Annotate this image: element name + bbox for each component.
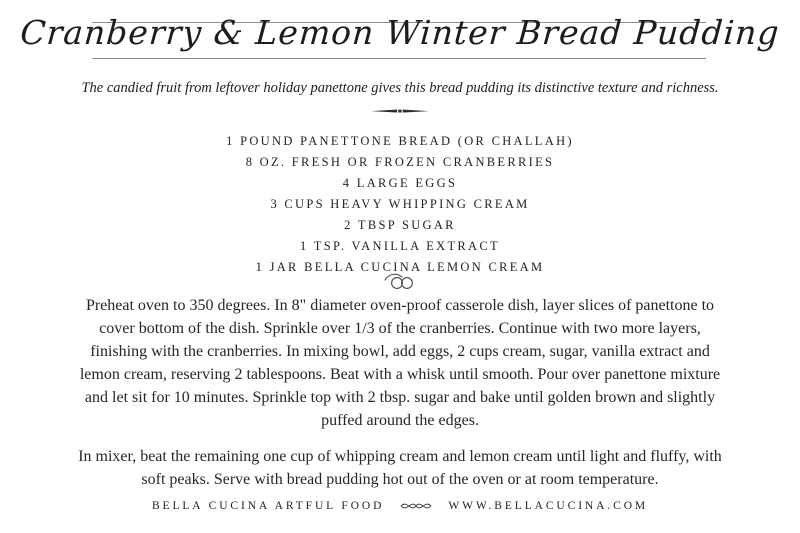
ingredient-item: 4 LARGE EGGS (342, 176, 458, 190)
double-loop-ornament-icon (382, 271, 418, 291)
brand-name: BELLA CUCINA ARTFUL FOOD (151, 500, 385, 512)
header (0, 0, 800, 80)
instructions-paragraph-1: Preheat oven to 350 degrees. In 8" diameter oven-proof casserole dish, layer slices of panettone to cover bottom of the dish. Sprinkle over 1/3 of the cranberries. Continue with two more layers, finishing with the cranberries. In mixing bowl, add eggs, 2 cups cream, sugar, vanilla extract and lemon cream, reserving 2 tablespoons. Beat with a whisk until smooth. Pour over panettone mixture and let sit for 10 minutes. Sprinkle top with 2 tbsp. sugar and bake until golden brown and slightly puffed around the edges. (79, 297, 721, 429)
bottom-rule (92, 58, 706, 59)
footer (0, 497, 800, 515)
instructions (70, 294, 730, 491)
recipe-subtitle: The candied fruit from leftover holiday panettone gives this bread pudding its distinctive texture and richness. (81, 80, 719, 96)
ingredient-item: 1 TSP. VANILLA EXTRACT (300, 239, 500, 253)
ingredient-item: 1 POUND PANETTONE BREAD (OR CHALLAH) (226, 134, 574, 148)
website-url: WWW.BELLACUCINA.COM (448, 500, 649, 512)
ingredient-item: 2 TBSP SUGAR (344, 218, 456, 232)
ingredient-item: 1 JAR BELLA CUCINA LEMON CREAM (255, 260, 545, 274)
ingredient-item: 3 CUPS HEAVY WHIPPING CREAM (270, 197, 530, 211)
knot-flourish-ornament-icon (400, 497, 432, 515)
page-title: Cranberry & Lemon Winter Bread Pudding (19, 13, 781, 52)
ingredient-item: 8 OZ. FRESH OR FROZEN CRANBERRIES (245, 155, 555, 169)
tapered-rule-ornament-icon (371, 107, 429, 115)
instructions-paragraph-2: In mixer, beat the remaining one cup of whipping cream and lemon cream until light and fluffy, with soft peaks. Serve with bread pudding hot out of the oven or at room temperature. (78, 448, 722, 488)
ingredients-list (0, 131, 800, 278)
